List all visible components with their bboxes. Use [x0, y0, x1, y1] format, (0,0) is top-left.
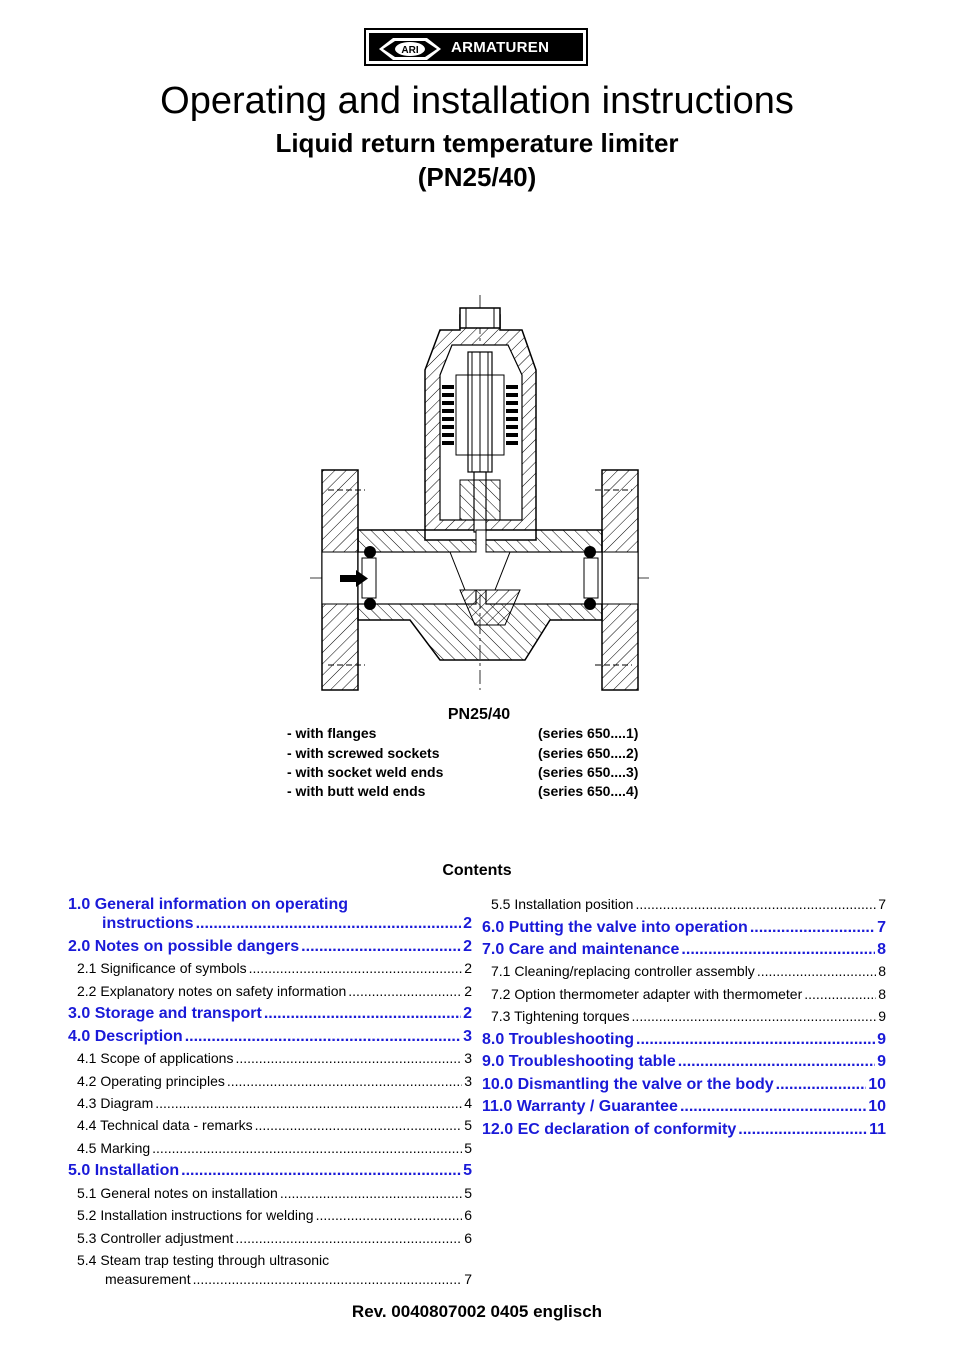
variant-label: - with socket weld ends	[287, 764, 444, 780]
toc-entry-4-2[interactable]: 4.2 Operating principles ..... 3	[77, 1073, 472, 1089]
toc-entry-7[interactable]: 7.0 Care and maintenance ..... 8	[482, 941, 886, 959]
variant-label: - with butt weld ends	[287, 783, 426, 799]
toc-entry-4-3[interactable]: 4.3 Diagram ..... 4	[77, 1095, 472, 1111]
variant-row	[287, 783, 639, 799]
toc-entry-3[interactable]: 3.0 Storage and transport ..... 2	[68, 1005, 472, 1023]
toc-entry-2-2[interactable]: 2.2 Explanatory notes on safety information ..... 2	[77, 983, 472, 999]
toc-entry-8[interactable]: 8.0 Troubleshooting ..... 9	[482, 1031, 886, 1049]
variant-series: (series 650....3)	[538, 764, 639, 780]
ari-armaturen-logo	[364, 28, 588, 66]
toc-entry-1-cont[interactable]: instructions ..... 2	[102, 915, 472, 933]
document-title: Operating and installation instructions	[160, 80, 794, 122]
ari-emblem-icon	[375, 35, 445, 63]
variant-label: - with screwed sockets	[287, 745, 440, 761]
toc-entry-7-3[interactable]: 7.3 Tightening torques ..... 9	[491, 1008, 886, 1024]
toc-entry-4-5[interactable]: 4.5 Marking ..... 5	[77, 1140, 472, 1156]
toc-entry-5-4-cont[interactable]: measurement ..... 7	[105, 1271, 472, 1287]
toc-entry-5-3[interactable]: 5.3 Controller adjustment ..... 6	[77, 1230, 472, 1246]
toc-entry-5-5[interactable]: 5.5 Installation position ..... 7	[491, 896, 886, 912]
figure-caption-title: PN25/40	[447, 706, 511, 723]
toc-entry-2[interactable]: 2.0 Notes on possible dangers ..... 2	[68, 938, 472, 956]
toc-entry-4[interactable]: 4.0 Description ..... 3	[68, 1028, 472, 1046]
document-subtitle: Liquid return temperature limiter	[275, 128, 679, 158]
toc-entry-5-2[interactable]: 5.2 Installation instructions for welding ..... 6	[77, 1207, 472, 1223]
logo-emblem-text: ARI	[401, 45, 419, 56]
toc-entry-5-1[interactable]: 5.1 General notes on installation ..... 5	[77, 1185, 472, 1201]
toc-entry-5[interactable]: 5.0 Installation ..... 5	[68, 1162, 472, 1180]
toc-entry-7-2[interactable]: 7.2 Option thermometer adapter with thermometer ..... 8	[491, 986, 886, 1002]
toc-entry-10[interactable]: 10.0 Dismantling the valve or the body ..... 10	[482, 1076, 886, 1094]
contents-heading: Contents	[442, 862, 512, 879]
toc-entry-1[interactable]: 1.0 General information on operating	[68, 896, 349, 913]
variant-series: (series 650....2)	[538, 745, 639, 761]
toc-entry-4-1[interactable]: 4.1 Scope of applications ..... 3	[77, 1050, 472, 1066]
toc-entry-6[interactable]: 6.0 Putting the valve into operation ..... 7	[482, 919, 886, 937]
toc-entry-11[interactable]: 11.0 Warranty / Guarantee ..... 10	[482, 1098, 886, 1116]
revision-footer: Rev. 0040807002 0405 englisch	[351, 1302, 603, 1321]
toc-entry-7-1[interactable]: 7.1 Cleaning/replacing controller assembly ..... 8	[491, 963, 886, 979]
variant-label: - with flanges	[287, 725, 377, 741]
variant-series: (series 650....4)	[538, 783, 639, 799]
toc-entry-5-4[interactable]: 5.4 Steam trap testing through ultrasonic	[77, 1252, 330, 1268]
valve-cross-section-drawing	[300, 290, 660, 695]
toc-entry-2-1[interactable]: 2.1 Significance of symbols ..... 2	[77, 960, 472, 976]
variant-row	[287, 764, 639, 780]
toc-entry-12[interactable]: 12.0 EC declaration of conformity ..... 11	[482, 1121, 886, 1139]
variant-row	[287, 725, 639, 741]
toc-entry-4-4[interactable]: 4.4 Technical data - remarks ..... 5	[77, 1117, 472, 1133]
document-subtitle-pressure: (PN25/40)	[417, 162, 537, 192]
variant-row	[287, 745, 639, 761]
logo-brand-text: ARMATUREN	[451, 39, 550, 56]
variant-series: (series 650....1)	[538, 725, 639, 741]
toc-entry-9[interactable]: 9.0 Troubleshooting table ..... 9	[482, 1053, 886, 1071]
